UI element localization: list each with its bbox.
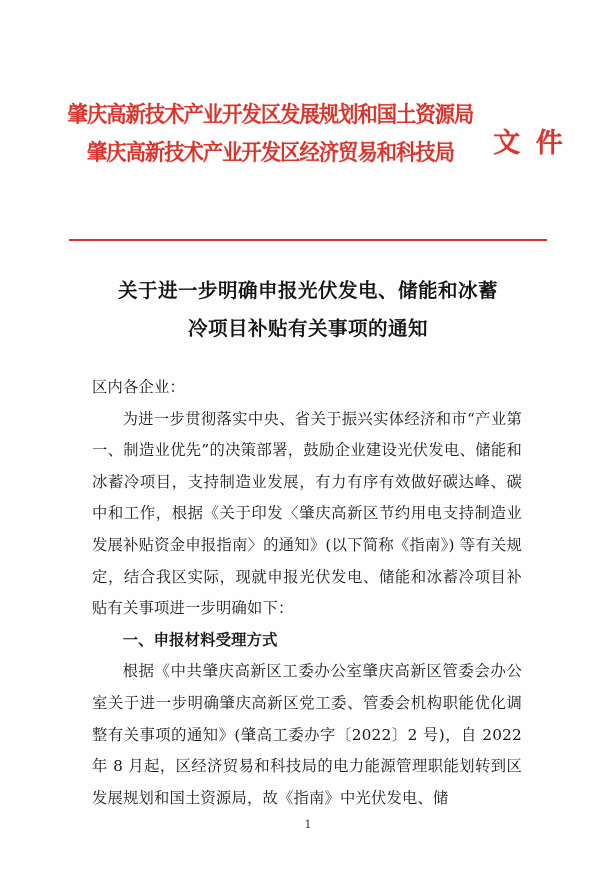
document-body xyxy=(92,372,522,814)
letterhead-rule xyxy=(69,239,547,241)
page-title xyxy=(69,272,547,348)
salutation: 区内各企业： xyxy=(92,378,185,396)
section-1-heading: 一、申报材料受理方式 xyxy=(122,630,278,649)
page-title-line-2: 冷项目补贴有关事项的通知 xyxy=(187,317,428,340)
letterhead-line-1: 肇庆高新技术产业开发区发展规划和国土资源局 xyxy=(67,102,474,128)
paragraph-1: 为进一步贯彻落实中央、省关于振兴实体经济和市“产业第一、制造业优先”的决策部署，鼓励企业建设光伏发电、储能和冰蓄冷项目，支持制造业发展，有力有序有效做好碳达峰、碳中和工作，根据《关于印发〈肇庆高新区节约用电支持制造业发展补贴资金申报指南〉的通知》(以下简称《指南》) 等有关规定，结合我区实际，现就申报光伏发电、储能和冰蓄冷项目补贴有关事项进一步明确如下： xyxy=(92,409,522,618)
page-number: 1 xyxy=(304,818,312,831)
page-title-line-1: 关于进一步明确申报光伏发电、储能和冰蓄 xyxy=(117,279,498,302)
letterhead-line-2: 肇庆高新技术产业开发区经济贸易和科技局 xyxy=(87,140,455,166)
letterhead xyxy=(0,96,616,166)
letterhead-suffix: 文 件 xyxy=(493,127,566,159)
paragraph-2: 根据《中共肇庆高新区工委办公室肇庆高新区管委会办公室关于进一步明确肇庆高新区党工委、管委会机构职能优化调整有关事项的通知》(肇高工委办字〔2022〕2 号)，自 2022 年 8 月起，区经济贸易和科技局的电力能源管理职能划转到区发展规划和国土资源局，故《指南》中光伏发电、储 xyxy=(92,662,522,807)
letterhead-rows xyxy=(0,96,616,166)
letterhead-text-stack xyxy=(50,96,491,172)
